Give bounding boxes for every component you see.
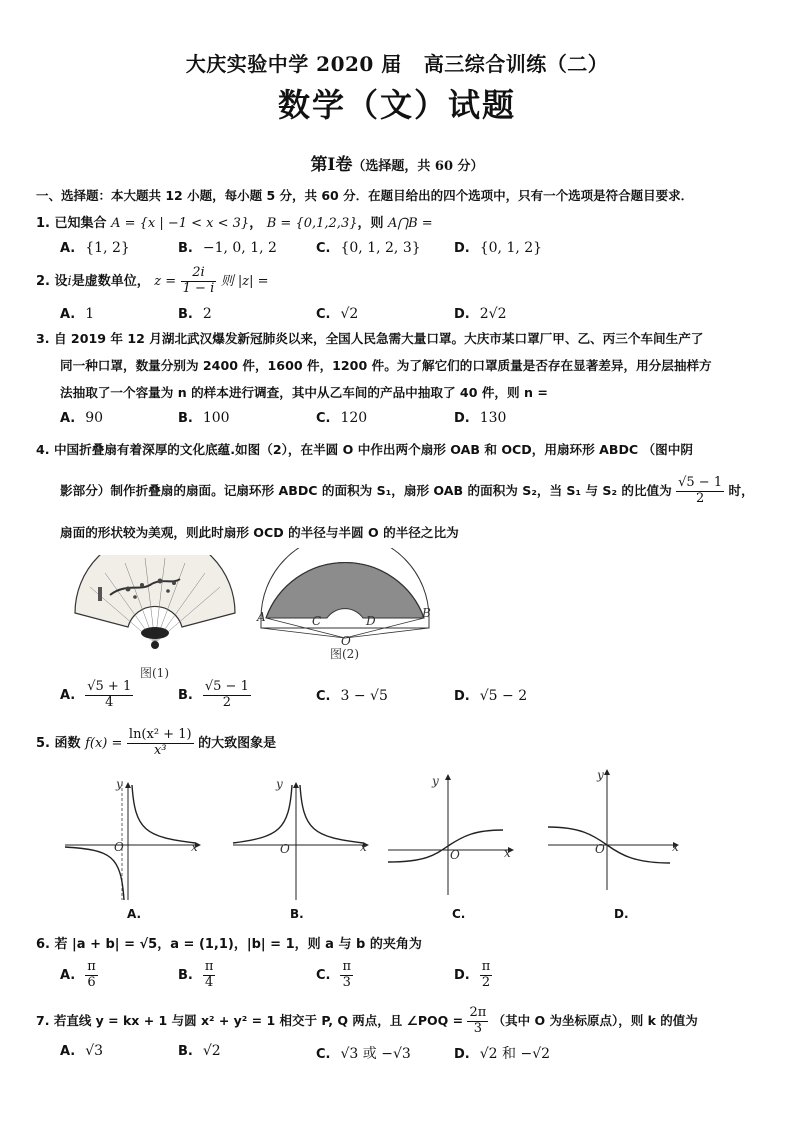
option-value: √2 和 −√2: [479, 1046, 551, 1062]
option-label: A.: [60, 967, 76, 983]
question-number: 6.: [36, 937, 50, 952]
graph-a-y-label: y: [116, 777, 123, 791]
question-text: 若直线 y = kx + 1 与圆 x² + y² = 1 相交于 P, Q 两点，且 ∠POQ =: [53, 1012, 464, 1028]
fraction-denominator: 3: [473, 1020, 483, 1036]
q3-option-a[interactable]: [60, 410, 103, 426]
question-4-line-1: [36, 439, 693, 458]
fraction-numerator: π: [342, 959, 352, 974]
school-year-text: 大庆实验中学 2020 届: [185, 52, 402, 76]
option-value: {0, 1, 2, 3}: [340, 240, 421, 256]
question-text: （其中 O 为坐标原点），则 k 的值为: [492, 1012, 698, 1028]
question-text-connector: ，则: [357, 216, 384, 231]
option-value: 2√2: [479, 306, 507, 322]
volume-note: （选择题，共 60 分）: [352, 159, 484, 174]
option-label: A.: [60, 687, 76, 703]
question-3-line-3: 法抽取了一个容量为 n 的样本进行调查，其中从乙车间的产品中抽取了 40 件，则 n =: [60, 385, 548, 400]
training-text: 高三综合训练（二）: [423, 52, 609, 76]
option-label: B.: [178, 411, 193, 426]
option-label: D.: [454, 967, 470, 983]
curve: [388, 830, 503, 862]
shaded-annulus-abdc: [266, 563, 424, 618]
point-o-label: O: [341, 634, 351, 648]
option-fraction: [85, 680, 133, 711]
q6-option-c[interactable]: [316, 960, 353, 991]
function-fraction: [127, 728, 194, 759]
q7-option-a[interactable]: [60, 1043, 103, 1059]
option-label: A.: [60, 411, 76, 426]
graph-c-label: C.: [452, 907, 466, 921]
q2-option-a[interactable]: [60, 306, 94, 322]
question-number: 5.: [36, 735, 50, 751]
curve-left: [65, 847, 124, 900]
question-text: 时，: [728, 482, 754, 498]
volume-label: 第Ⅰ卷: [310, 155, 353, 175]
question-number: 7.: [36, 1012, 50, 1028]
fraction-denominator: 2: [481, 974, 491, 990]
q1-option-d[interactable]: [454, 240, 542, 256]
q7-option-c[interactable]: [316, 1043, 411, 1063]
question-5: [36, 728, 276, 759]
option-value: 2: [202, 306, 212, 322]
question-text: 自 2019 年 12 月湖北武汉爆发新冠肺炎以来，全国人民急需大量口罩。大庆市某口罩厂甲、乙、丙三个车间生产了: [53, 331, 704, 346]
point-c-label: C: [312, 614, 322, 628]
graph-option-d[interactable]: [545, 765, 685, 895]
option-label: C.: [316, 411, 331, 426]
fraction-numerator: √5 − 1: [204, 679, 249, 694]
graph-b-label: B.: [290, 907, 304, 921]
option-value: 130: [479, 410, 507, 426]
q2-option-b[interactable]: [178, 306, 212, 322]
curve-right: [300, 785, 363, 843]
q7-option-b[interactable]: [178, 1043, 221, 1059]
option-label: D.: [454, 307, 470, 322]
question-text: 影部分）制作折叠扇的扇面。记扇环形 ABDC 的面积为 S₁，扇形 OAB 的面积为 S₂，当 S₁ 与 S₂ 的比值为: [60, 482, 672, 498]
fan-guard: [141, 627, 169, 639]
question-text: 中国折叠扇有着深厚的文化底蕴.如图（2），在半圆 O 中作出两个扇形 OAB 和 OCD，用扇环形 ABDC （图中阴: [53, 442, 693, 457]
fraction-denominator: 3: [342, 974, 351, 990]
graph-a-label: A.: [127, 907, 142, 921]
option-value: 1: [85, 306, 95, 322]
angle-fraction: [467, 1006, 488, 1037]
graph-c-y-label: y: [432, 774, 439, 788]
option-label: C.: [316, 241, 331, 256]
fraction-numerator: π: [87, 959, 96, 974]
fraction-numerator: ln(x² + 1): [128, 727, 192, 742]
q7-option-d[interactable]: [454, 1043, 550, 1063]
option-value: {0, 1, 2}: [479, 240, 543, 256]
graph-a-origin: O: [114, 840, 124, 854]
q2-option-d[interactable]: [454, 306, 506, 322]
option-value: 100: [202, 410, 230, 426]
graph-option-b[interactable]: [228, 775, 373, 905]
option-label: C.: [316, 307, 331, 322]
option-label: B.: [178, 307, 193, 322]
option-label: D.: [454, 1047, 470, 1062]
option-label: B.: [178, 241, 193, 256]
option-label: A.: [60, 1044, 76, 1059]
graph-d-y-label: y: [597, 768, 604, 782]
modulus-expression: 则 |z| =: [220, 273, 269, 289]
intersection-expression: A⋂B =: [388, 216, 433, 231]
option-value: 120: [340, 410, 368, 426]
exam-subject-title: 数学（文）试题: [277, 86, 516, 124]
graph-c-origin: O: [450, 848, 460, 862]
set-a-expression: A = {x | −1 < x < 3}: [111, 216, 250, 231]
q1-option-a[interactable]: [60, 240, 130, 256]
graph-a-x-label: x: [191, 840, 198, 854]
fraction-numerator: √5 − 1: [678, 475, 723, 490]
set-b-expression: B = {0,1,2,3}: [266, 216, 358, 231]
q4-option-a[interactable]: [60, 680, 133, 711]
option-fraction: [85, 960, 98, 991]
fraction-denominator: 2: [222, 694, 231, 710]
option-value: {1, 2}: [85, 240, 130, 256]
curve-left: [233, 785, 292, 843]
question-3-line-1: [36, 328, 703, 347]
question-6: [36, 933, 422, 952]
figure-1-caption: 图(1): [140, 666, 169, 680]
question-text: 函数: [54, 735, 81, 751]
question-number: 2.: [36, 273, 50, 289]
question-7: [36, 1006, 698, 1037]
figure-2-semicircle: [258, 548, 433, 648]
q4-option-d[interactable]: [454, 688, 527, 704]
option-fraction: [203, 960, 216, 991]
question-text: 的大致图象是: [198, 735, 277, 751]
point-a-label: A: [257, 610, 266, 624]
question-number: 1.: [36, 216, 50, 231]
option-value: √3: [85, 1043, 104, 1059]
graph-b-y-label: y: [276, 777, 283, 791]
point-d-label: D: [366, 614, 376, 628]
graph-b-x-label: x: [360, 840, 367, 854]
ratio-fraction: [676, 476, 724, 507]
function-name: f(x) =: [85, 735, 123, 751]
graph-d-label: D.: [614, 907, 629, 921]
graph-option-a[interactable]: [60, 775, 205, 905]
option-label: D.: [454, 689, 470, 704]
fraction-denominator: x³: [153, 742, 167, 758]
q4-option-b[interactable]: [178, 680, 251, 711]
curve-right: [132, 785, 195, 843]
q3-option-c[interactable]: [316, 410, 367, 426]
graph-c-x-label: x: [504, 846, 511, 860]
option-value: √3 或 −√3: [340, 1046, 411, 1062]
option-label: A.: [60, 241, 76, 256]
option-value: −1, 0, 1, 2: [202, 240, 277, 256]
graph-b-origin: O: [280, 842, 290, 856]
option-value: 90: [85, 410, 104, 426]
fraction-denominator: 4: [204, 974, 214, 990]
option-label: A.: [60, 307, 76, 322]
z-fraction: [181, 266, 217, 297]
q6-option-b[interactable]: [178, 960, 215, 991]
z-symbol: z =: [154, 273, 177, 289]
fraction-numerator: 2π: [469, 1005, 487, 1020]
point-b-label: B: [422, 606, 431, 620]
fraction-numerator: √5 + 1: [87, 679, 132, 694]
q2-option-c[interactable]: [316, 306, 358, 322]
fraction-denominator: 2: [695, 490, 705, 506]
option-label: B.: [178, 1044, 193, 1059]
question-2: [36, 266, 269, 297]
option-label: D.: [454, 411, 470, 426]
graph-option-c[interactable]: [385, 770, 520, 900]
fraction-numerator: π: [481, 959, 491, 974]
q4-option-c[interactable]: [316, 688, 388, 704]
q6-option-a[interactable]: [60, 960, 98, 991]
question-text: 已知集合: [54, 216, 107, 231]
question-text: 若 |a + b| = √5，a = (1,1)，|b| = 1，则 a 与 b 的夹角为: [54, 937, 422, 952]
option-value: 3 − √5: [340, 688, 388, 704]
option-label: B.: [178, 687, 193, 703]
fraction-denominator: 1 − i: [182, 280, 215, 296]
figure-1-fan: [70, 555, 240, 660]
option-label: C.: [316, 689, 331, 704]
graph-d-origin: O: [595, 842, 605, 856]
fan-pivot: [151, 641, 159, 649]
option-fraction: [340, 960, 353, 991]
exam-school-title: [0, 48, 794, 77]
question-1: 1. 已知集合 A = {x | −1 < x < 3}， B = {0,1,2,3}，则 A⋂B =: [36, 216, 433, 231]
q3-option-b[interactable]: [178, 410, 230, 426]
question-number: 3.: [36, 331, 50, 346]
option-value: √2: [340, 306, 359, 322]
q3-option-d[interactable]: [454, 410, 506, 426]
q1-option-b[interactable]: [178, 240, 277, 256]
imaginary-unit: i: [67, 273, 72, 289]
option-fraction: [203, 680, 251, 711]
figure-2-caption: 图(2): [330, 647, 359, 661]
question-4-line-2: [60, 476, 754, 507]
q6-option-d[interactable]: [454, 960, 492, 991]
volume-title: [0, 150, 794, 175]
option-value: √5 − 2: [479, 688, 528, 704]
question-4-line-3: 扇面的形状较为美观，则此时扇形 OCD 的半径与半圆 O 的半径之比为: [60, 525, 459, 540]
option-value: √2: [202, 1043, 221, 1059]
fraction-denominator: 4: [105, 694, 114, 710]
option-fraction: [480, 960, 493, 991]
question-3-line-2: 同一种口罩，数量分别为 2400 件，1600 件，1200 件。为了解它们的口罩质量是否存在显著差异，用分层抽样方: [60, 358, 712, 373]
question-text: 是虚数单位，: [71, 273, 150, 289]
fan-calligraphy: [98, 587, 102, 601]
option-label: B.: [178, 967, 193, 983]
fraction-numerator: π: [204, 959, 214, 974]
option-label: C.: [316, 1047, 331, 1062]
fraction-denominator: 6: [87, 974, 96, 990]
question-number: 4.: [36, 442, 50, 457]
graph-d-x-label: x: [672, 840, 679, 854]
option-label: D.: [454, 241, 470, 256]
option-label: C.: [316, 967, 331, 983]
section-instructions: 一、选择题：本大题共 12 小题，每小题 5 分，共 60 分．在题目给出的四个选项中，只有一个选项是符合题目要求．: [36, 188, 694, 203]
q1-option-c[interactable]: [316, 240, 421, 256]
question-text: 设: [54, 273, 68, 289]
fraction-numerator: 2i: [181, 266, 217, 282]
